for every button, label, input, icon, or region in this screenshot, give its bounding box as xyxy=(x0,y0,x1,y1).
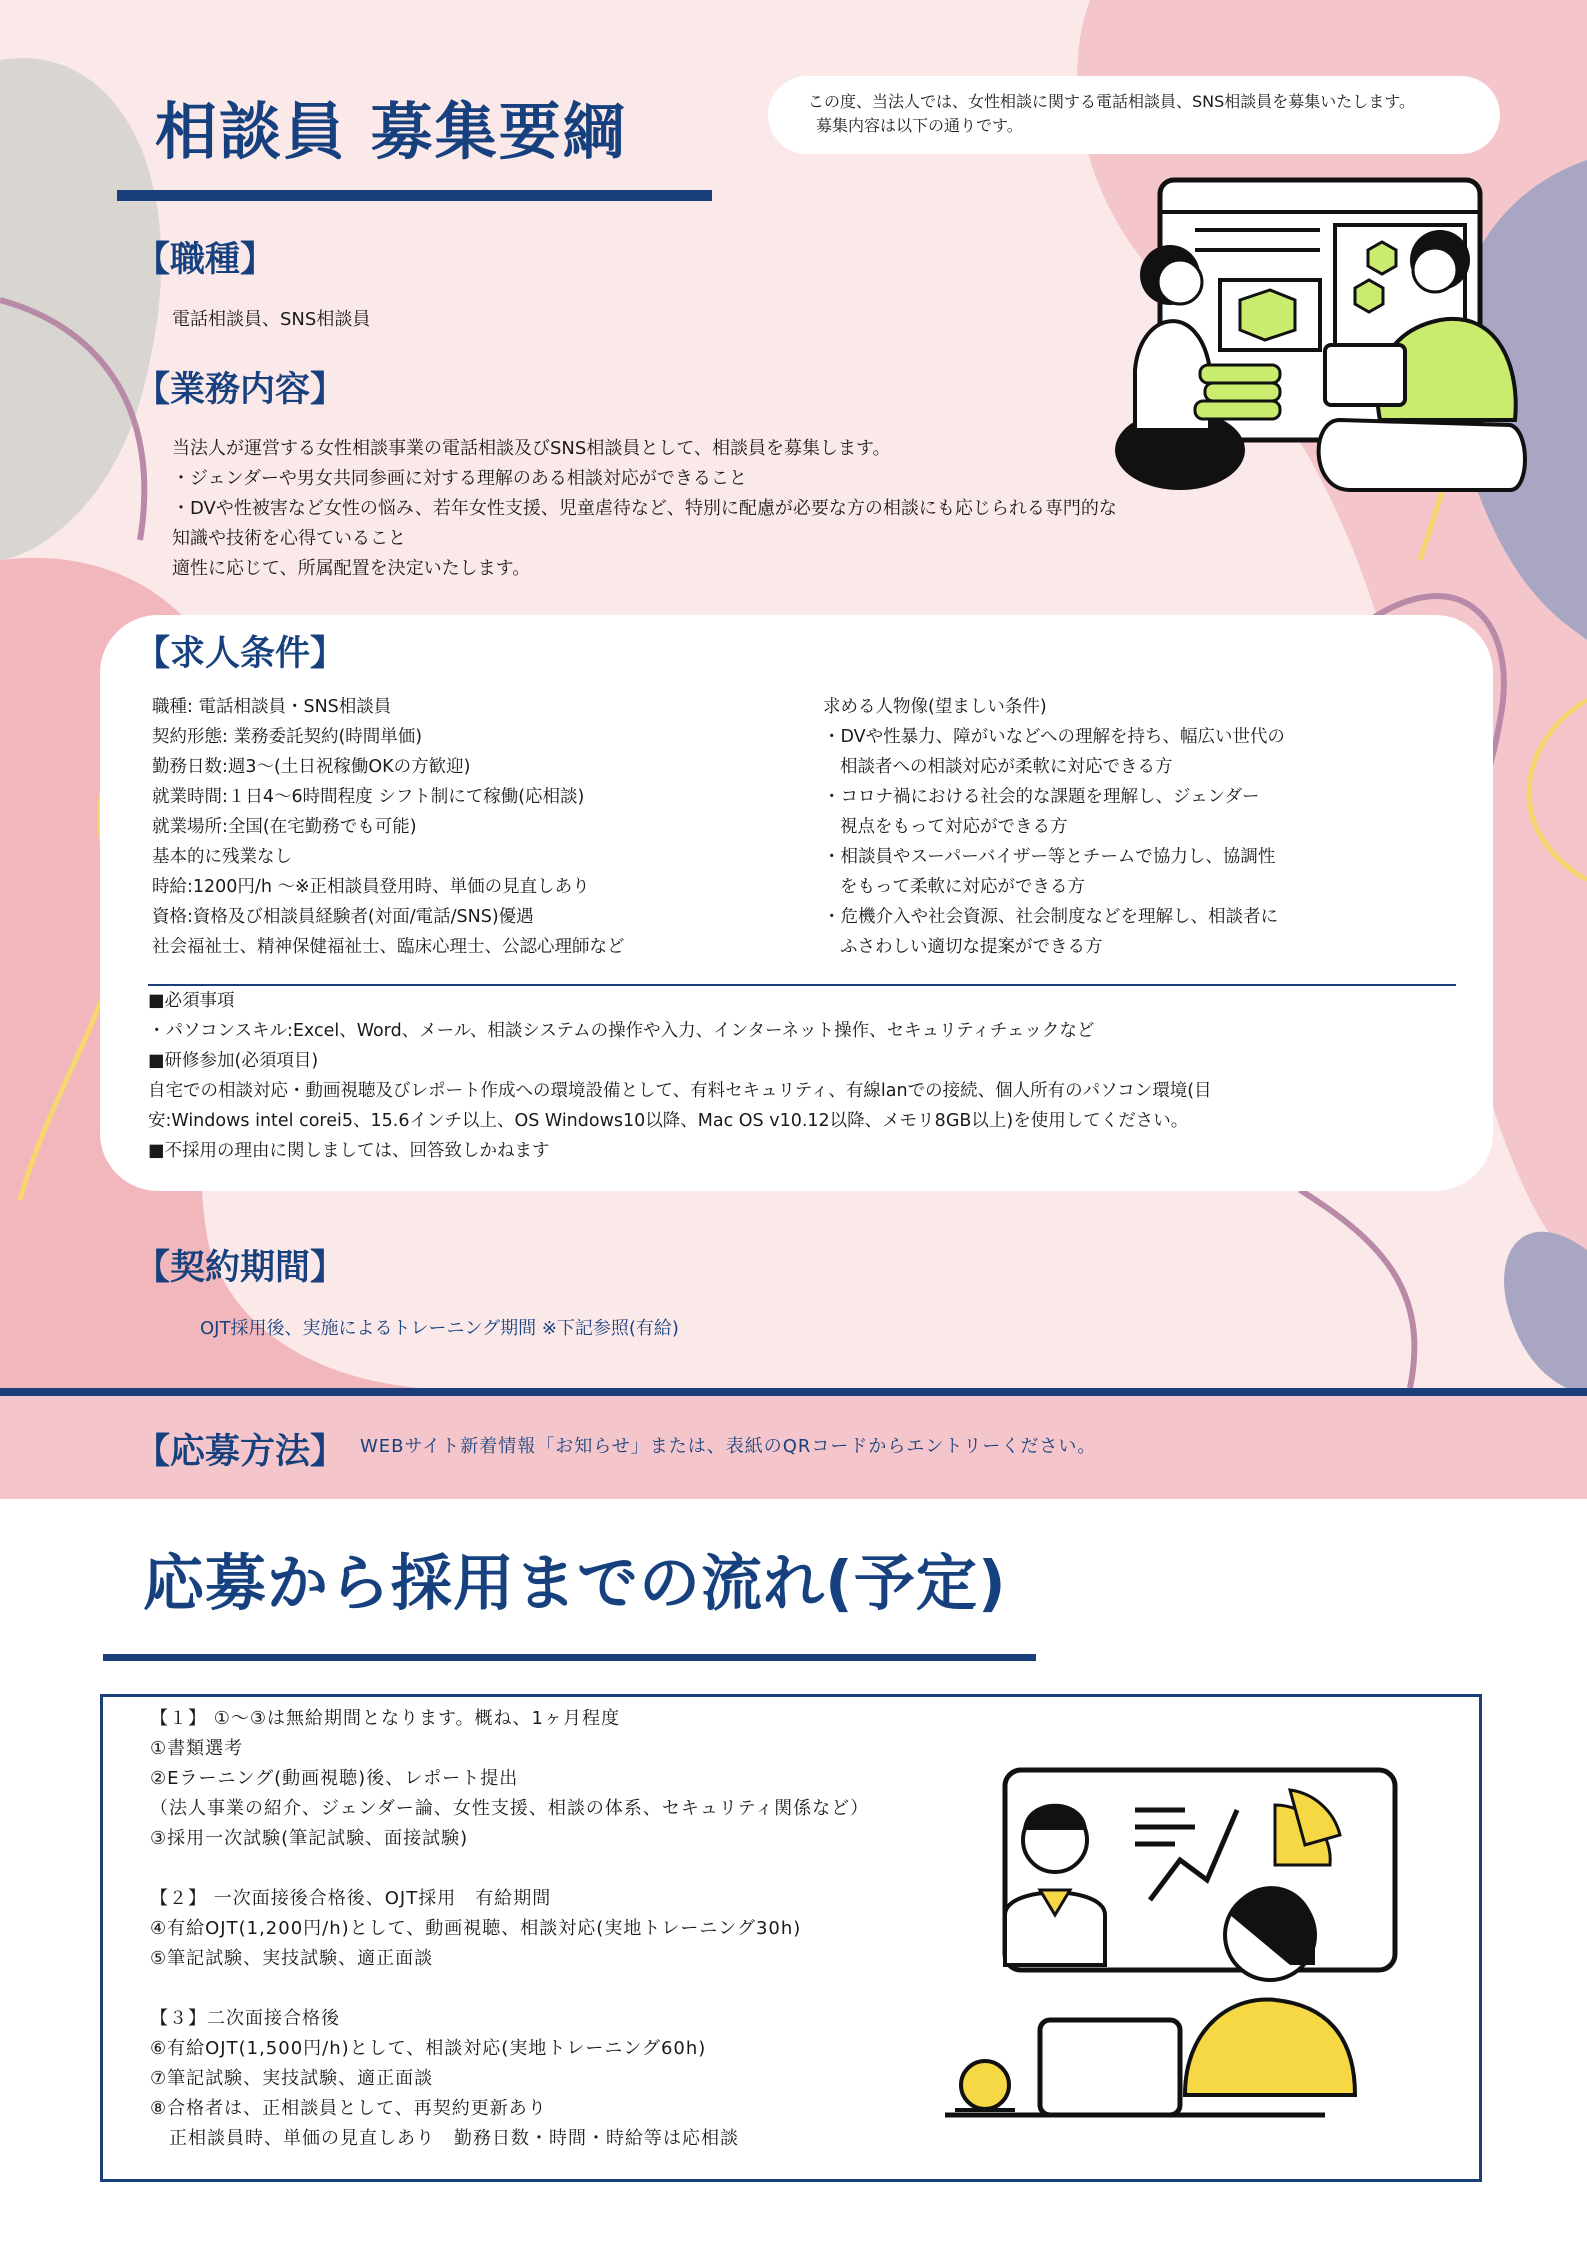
flow-line: ⑥有給OJT(1,500円/h)として、相談対応(実地トレーニング60h) xyxy=(150,2038,707,2059)
conditions-right-line: 求める人物像(望ましい条件) xyxy=(823,697,1047,717)
conditions-right-line: ・危機介入や社会資源、社会制度などを理解し、相談者に xyxy=(823,907,1278,927)
flow-steps xyxy=(150,1704,869,2154)
flow-line: 正相談員時、単価の見直しあり 勤務日数・時間・時給等は応相談 xyxy=(150,2128,739,2149)
duties-line: ・DVや性被害など女性の悩み、若年女性支援、児童虐待など、特別に配慮が必要な方の相談にも応じられる専門的な xyxy=(172,498,1117,519)
duties-line: 当法人が運営する女性相談事業の電話相談及びSNS相談員として、相談員を募集します。 xyxy=(172,438,891,459)
conditions-notes xyxy=(148,986,1212,1166)
flow-line: 【３】二次面接合格後 xyxy=(150,2008,340,2029)
job-type-text: 電話相談員、SNS相談員 xyxy=(172,309,371,330)
section-divider-band xyxy=(0,1388,1587,1396)
conditions-right-line: ふさわしい適切な提案ができる方 xyxy=(840,937,1103,957)
conditions-right-list xyxy=(823,692,1285,962)
flow-line: ④有給OJT(1,200円/h)として、動画視聴、相談対応(実地トレーニング30h) xyxy=(150,1918,802,1939)
apply-text: WEBサイト新着情報「お知らせ」または、表紙のQRコードからエントリーください。 xyxy=(360,1436,1097,1457)
conditions-right-line: 相談者への相談対応が柔軟に対応できる方 xyxy=(840,757,1173,777)
conditions-heading: 【求人条件】 xyxy=(135,634,346,674)
apply-heading: 【応募方法】 xyxy=(135,1432,346,1472)
intro-line: 募集内容は以下の通りです。 xyxy=(816,116,1023,135)
flow-line: ③採用一次試験(筆記試験、面接試験) xyxy=(150,1828,469,1849)
flow-line: ①書類選考 xyxy=(150,1738,244,1759)
conditions-right-line: 視点をもって対応ができる方 xyxy=(840,817,1068,837)
title-underline xyxy=(117,190,712,201)
conditions-right-line: ・コロナ禍における社会的な課題を理解し、ジェンダー xyxy=(823,787,1260,807)
flow-title-underline xyxy=(103,1654,1036,1661)
job-type-heading: 【職種】 xyxy=(135,240,276,280)
duties-heading: 【業務内容】 xyxy=(135,370,346,410)
flow-line: 【１】 ①～③は無給期間となります。概ね、1ヶ月程度 xyxy=(150,1708,621,1729)
meeting-illustration xyxy=(1110,170,1530,500)
flow-line: ⑧合格者は、正相談員として、再契約更新あり xyxy=(150,2098,547,2119)
conditions-left-line: 社会福祉士、精神保健福祉士、臨床心理士、公認心理師など xyxy=(152,937,625,957)
conditions-note: 安:Windows intel corei5、15.6インチ以上、OS Windows10以降、Mac OS v10.12以降、メモリ8GB以上)を使用してください。 xyxy=(148,1111,1189,1131)
duties-line: ・ジェンダーや男女共同参画に対する理解のある相談対応ができること xyxy=(172,468,747,489)
conditions-note: ■不採用の理由に関しましては、回答致しかねます xyxy=(148,1141,550,1161)
conditions-left-line: 勤務日数:週3～(土日祝稼働OKの方歓迎) xyxy=(152,757,471,777)
conditions-note: ■必須事項 xyxy=(148,991,235,1011)
page-title: 相談員 募集要綱 xyxy=(155,95,627,168)
duties-line: 適性に応じて、所属配置を決定いたします。 xyxy=(172,558,531,579)
conditions-left-line: 時給:1200円/h ～※正相談員登用時、単価の見直しあり xyxy=(152,877,590,897)
flow-spacer xyxy=(150,1854,869,1884)
conditions-left-line: 職種: 電話相談員・SNS相談員 xyxy=(152,697,392,717)
flow-title: 応募から採用までの流れ(予定) xyxy=(143,1548,1007,1619)
conditions-right-line: ・DVや性暴力、障がいなどへの理解を持ち、幅広い世代の xyxy=(823,727,1285,747)
conditions-left-list xyxy=(152,692,625,962)
conditions-left-line: 就業場所:全国(在宅勤務でも可能) xyxy=(152,817,417,837)
flow-line: 【２】 一次面接後合格後、OJT採用 有給期間 xyxy=(150,1888,552,1909)
conditions-note: ■研修参加(必須項目) xyxy=(148,1051,319,1071)
headset-operator-illustration xyxy=(945,1765,1455,2145)
conditions-note: ・パソコンスキル:Excel、Word、メール、相談システムの操作や入力、インターネット操作、セキュリティチェックなど xyxy=(148,1021,1095,1041)
conditions-left-line: 資格:資格及び相談員経験者(対面/電話/SNS)優遇 xyxy=(152,907,534,927)
conditions-left-line: 基本的に残業なし xyxy=(152,847,292,867)
flow-spacer xyxy=(150,1974,869,2004)
intro-bubble xyxy=(768,76,1500,154)
flow-line: ②Eラーニング(動画視聴)後、レポート提出 xyxy=(150,1768,519,1789)
flow-line: （法人事業の紹介、ジェンダー論、女性支援、相談の体系、セキュリティ関係など） xyxy=(150,1798,870,1819)
conditions-right-line: をもって柔軟に対応ができる方 xyxy=(840,877,1085,897)
contract-heading: 【契約期間】 xyxy=(135,1248,346,1288)
flow-line: ⑦筆記試験、実技試験、適正面談 xyxy=(150,2068,434,2089)
conditions-right-line: ・相談員やスーパーバイザー等とチームで協力し、協調性 xyxy=(823,847,1276,867)
intro-line: この度、当法人では、女性相談に関する電話相談員、SNS相談員を募集いたします。 xyxy=(808,92,1416,111)
duties-line: 知識や技術を心得ていること xyxy=(172,528,406,549)
flow-line: ⑤筆記試験、実技試験、適正面談 xyxy=(150,1948,434,1969)
conditions-left-line: 就業時間:１日4～6時間程度 シフト制にて稼働(応相談) xyxy=(152,787,585,807)
conditions-note: 自宅での相談対応・動画視聴及びレポート作成への環境設備として、有料セキュリティ、有線lanでの接続、個人所有のパソコン環境(目 xyxy=(148,1081,1212,1101)
conditions-left-line: 契約形態: 業務委託契約(時間単価) xyxy=(152,727,423,747)
contract-text: OJT採用後、実施によるトレーニング期間 ※下記参照(有給) xyxy=(200,1318,679,1339)
